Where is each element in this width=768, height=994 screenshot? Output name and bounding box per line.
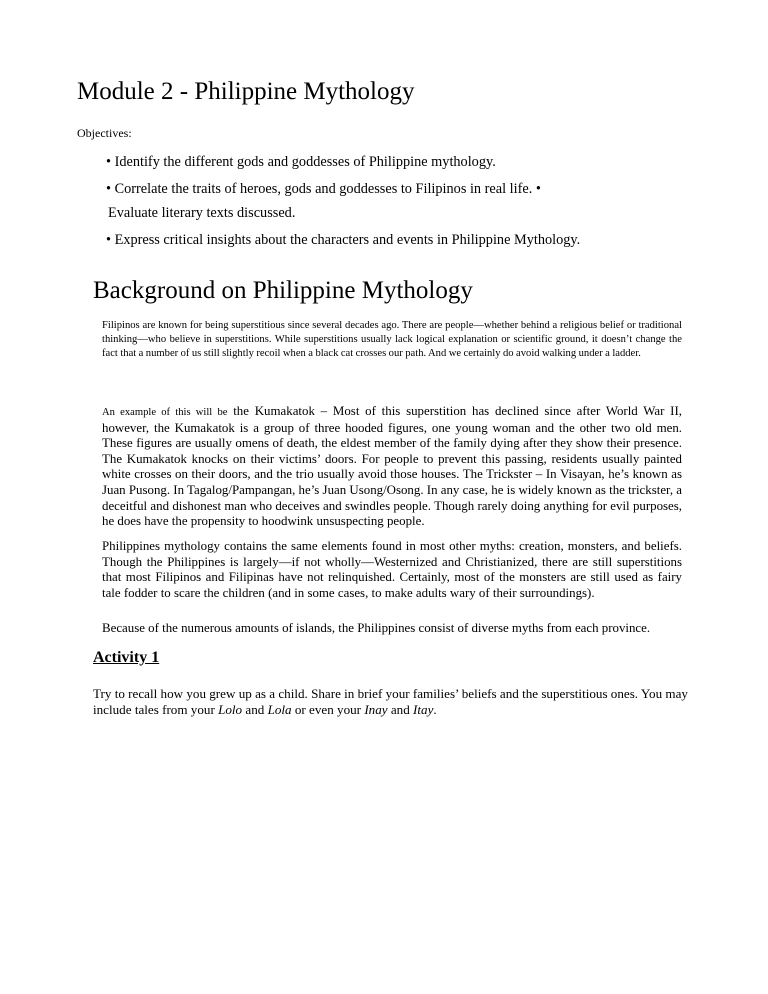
term-lola: Lola [267, 702, 292, 717]
activity-instructions [93, 686, 689, 718]
module-title: Module 2 - Philippine Mythology [77, 78, 415, 105]
activity-text-part: and [242, 702, 268, 717]
objective-item-continuation: Evaluate literary texts discussed. [108, 205, 296, 221]
objective-item: • Express critical insights about the characters and events in Philippine Mythology. [106, 232, 581, 248]
activity-text-part: and [387, 702, 414, 717]
activity-title: Activity 1 [93, 649, 160, 666]
objective-item: • Identify the different gods and goddesses of Philippine mythology. [106, 154, 496, 170]
term-lolo: Lolo [218, 702, 243, 717]
section-title: Background on Philippine Mythology [93, 277, 473, 304]
objective-item: • Correlate the traits of heroes, gods and goddesses to Filipinos in real life. • [106, 181, 541, 197]
paragraph-lead-text: An example of this will be [102, 407, 228, 418]
paragraph-mythology-elements: Philippines mythology contains the same elements found in most other myths: creation, monsters, and beliefs. Though the Philippines is largely—if not wholly—Westernized and Christianized, there are still superstitions that most Filipinos and Filipinas have not relinquished. Certainly, most of the monsters are still used as fairy tale fodder to scare the children (and in some cases, to make adults wary of their surroundings). [102, 539, 682, 600]
term-itay: Itay [413, 702, 434, 717]
paragraph-kumakatok [102, 404, 682, 530]
activity-text-part: . [433, 702, 437, 717]
activity-text-part: Try to recall how you grew up as a child. Share in brief your families’ beliefs and the superstitious ones. You may include tales from your [93, 686, 688, 717]
paragraph-body-text: the Kumakatok – Most of this superstition has declined since after World War II, however, the Kumakatok is a group of three hooded figures, one young woman and the other two old men. These figures are usually omens of death, the eldest member of the family dying after they show their presence. The Kumakatok knocks on their victims’ doors. For people to prevent this passing, residents usually painted white crosses on their doors, and the trio usually avoid those houses. The Trickster – In Visayan, he’s known as Juan Pusong. In Tagalog/Pampangan, he’s Juan Usong/Osong. In any case, he is widely known as the trickster, a deceitful and dishonest man who deceives and swindles people. Though rarely doing anything for evil purposes, he does have the propensity to hoodwink unsuspecting people. [102, 404, 682, 529]
term-inay: Inay [364, 702, 388, 717]
activity-text-part: or even your [291, 702, 365, 717]
paragraph-superstitions: Filipinos are known for being superstitious since several decades ago. There are people—whether behind a religious belief or traditional thinking—who believe in superstitions. While superstitions usually lack logical explanation or scientific ground, it doesn’t change the fact that a number of us still slightly recoil when a black cat crosses our path. And we certainly do avoid walking under a ladder. [102, 320, 682, 360]
paragraph-diverse-myths: Because of the numerous amounts of islands, the Philippines consist of diverse myths from each province. [102, 621, 651, 635]
objectives-label: Objectives: [77, 126, 132, 140]
